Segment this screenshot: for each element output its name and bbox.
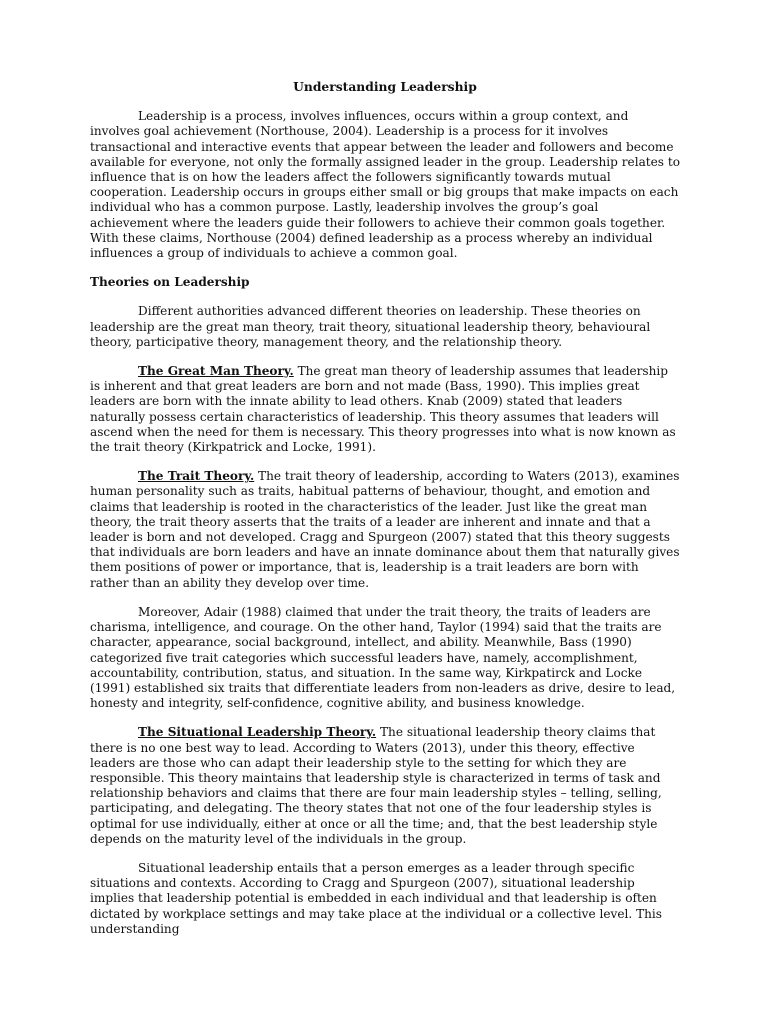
- great-man-body: The great man theory of leadership assumes that leadership is inherent and that great leaders are born and not made (Bass, 1990). This implies great leaders are born with the innate ability to lead others. Knab (2009) stated that leaders naturally possess certain characteristics of leadership. This theory assumes that leaders will ascend when the need for them is necessary. This theory progresses into what is now known as the trait theory (Kirkpatrick and Locke, 1991).: [90, 364, 676, 455]
- document-title: Understanding Leadership: [293, 79, 477, 94]
- section-heading-theories: Theories on Leadership: [90, 275, 250, 290]
- trait-more-paragraph: Moreover, Adair (1988) claimed that under the trait theory, the traits of leaders are charisma, intelligence, and courage. On the other hand, Taylor (1994) said that the traits are character, appearance, social background, intellect, and ability. Meanwhile, Bass (1990) categorized five trait categories which successful leaders have, namely, accomplishment, accountability, contribution, status, and situation. In the same way, Kirkpatirck and Locke (1991) established six traits that differentiate leaders from non-leaders as drive, desire to lead, honesty and integrity, self-confidence, cognitive ability, and business knowledge.: [90, 604, 676, 711]
- trait-body: The trait theory of leadership, according to Waters (2013), examines human personality such as traits, habitual patterns of behaviour, thought, and emotion and claims that leadership is rooted in the characteristics of the leader. Just like the great man theory, the trait theory asserts that the traits of a leader are inherent and innate and that a leader is born and not developed. Cragg and Spurgeon (2007) stated that this theory suggests that individuals are born leaders and have an innate dominance about them that naturally gives them positions of power or importance, that is, leadership is a trait leaders are born with rather than an ability they develop over time.: [90, 469, 680, 590]
- situational-more-paragraph: Situational leadership entails that a person emerges as a leader through specific situations and contexts. According to Cragg and Spurgeon (2007), situational leadership implies that leadership potential is embedded in each individual and that leadership is often dictated by workplace settings and may take place at the individual or a collective level. This understanding: [90, 860, 663, 936]
- great-man-paragraph: [90, 364, 680, 455]
- intro-paragraph: Leadership is a process, involves influences, occurs within a group context, and involves goal achievement (Northouse, 2004). Leadership is a process for it involves transactional and interactive events that appear between the leader and followers and become available for everyone, not only the formally assigned leader in the group. Leadership relates to influence that is on how the leaders affect the followers significantly towards mutual cooperation. Leadership occurs in groups either small or big groups that make impacts on each individual who has a common purpose. Lastly, leadership involves the group’s goal achievement where the leaders guide their followers to achieve their common goals together. With these claims, Northouse (2004) defined leadership as a process whereby an individual influences a group of individuals to achieve a common goal.: [90, 109, 680, 261]
- theories-intro-paragraph: Different authorities advanced different theories on leadership. These theories on leadership are the great man theory, trait theory, situational leadership theory, behavioural theory, participative theory, management theory, and the relationship theory.: [90, 304, 651, 349]
- situational-body: The situational leadership theory claims that there is no one best way to lead. According to Waters (2013), under this theory, effective leaders are those who can adapt their leadership style to the setting for which they are responsible. This theory maintains that leadership style is characterized in terms of task and relationship behaviors and claims that there are four main leadership styles – telling, selling, participating, and delegating. The theory states that not one of the four leadership styles is optimal for use individually, either at once or all the time; and, that the best leadership style depends on the maturity level of the individuals in the group.: [90, 725, 662, 846]
- trait-paragraph: [90, 469, 680, 591]
- trait-heading: The Trait Theory.: [138, 469, 255, 484]
- great-man-heading: The Great Man Theory.: [138, 364, 294, 379]
- situational-heading: The Situational Leadership Theory.: [138, 725, 377, 740]
- situational-paragraph: [90, 725, 680, 847]
